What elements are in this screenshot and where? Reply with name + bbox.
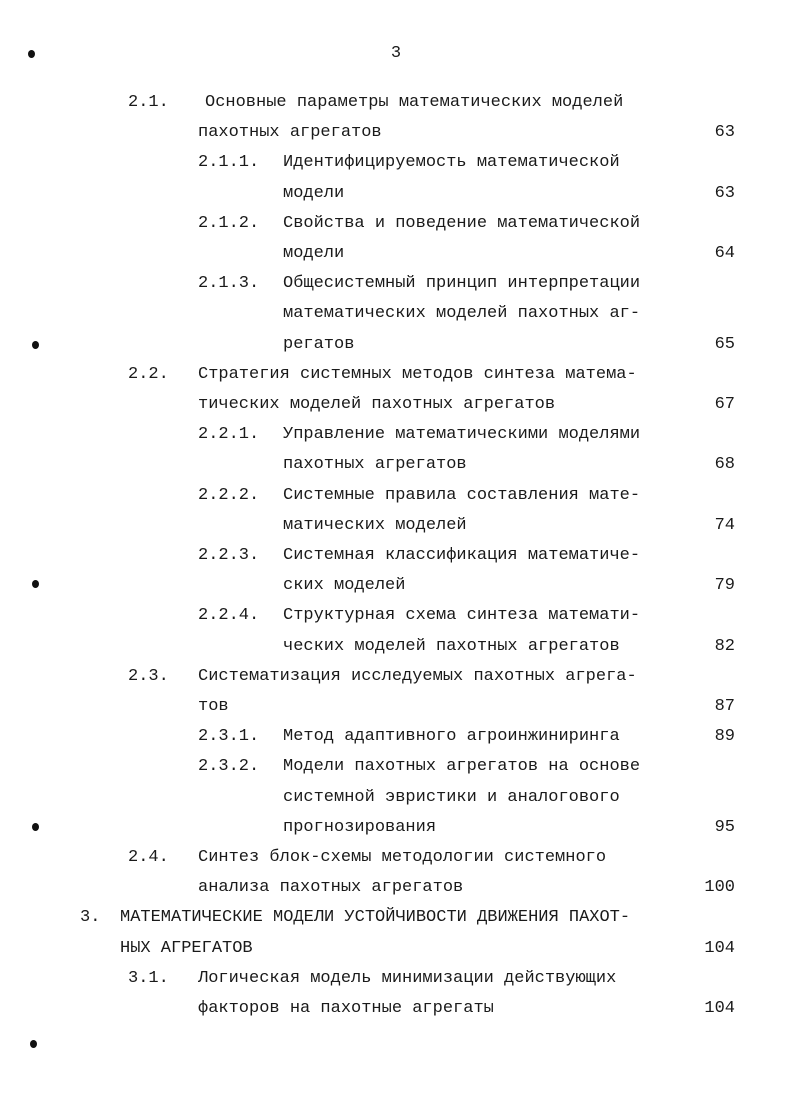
toc-entry-title: Логическая модель минимизации действующих (198, 968, 617, 988)
toc-entry-number: 2.1.3. (198, 274, 260, 294)
toc-entry-title: факторов на пахотные агрегаты (198, 999, 494, 1018)
toc-entry-title: Структурная схема синтеза математи- (283, 606, 641, 626)
toc-page-number: 95 (714, 817, 735, 837)
toc-entry-number: 2.1. (128, 93, 169, 112)
toc-entry-title: ческих моделей пахотных агрегатов (283, 636, 620, 656)
toc-entry-title: Метод адаптивного агроинжиниринга (283, 727, 620, 747)
toc-page-number: 74 (714, 515, 735, 535)
toc-entry-number: 2.4. (128, 848, 169, 867)
page-number: 3 (390, 44, 402, 63)
toc-entry-title: тических моделей пахотных агрегатов (198, 395, 556, 414)
toc-entry-title: модели (283, 183, 345, 203)
toc-entry-title: Модели пахотных агрегатов на основе (283, 757, 641, 777)
toc-entry-number: 3. (80, 908, 101, 928)
toc-entry-title: Стратегия системных методов синтеза матема- (198, 364, 637, 384)
margin-mark (28, 50, 35, 58)
toc-entry-number: 2.3.2. (198, 757, 260, 777)
toc-page-number: 89 (714, 727, 735, 747)
toc-entry-number: 2.2.4. (198, 606, 260, 626)
toc-entry-number: 2.2.2. (198, 485, 260, 505)
toc-entry-title: системной эвристики и аналогового (283, 787, 620, 807)
margin-mark (30, 1040, 37, 1048)
toc-entry-number: 2.2.3. (198, 546, 260, 565)
toc-entry-title: Идентифицируемость математической (283, 153, 620, 173)
toc-entry-title: модели (283, 244, 345, 263)
toc-page-number: 104 (704, 999, 735, 1018)
toc-page-number: 64 (714, 244, 735, 263)
toc-page-number: 82 (714, 636, 735, 656)
toc-entry-title: математических моделей пахотных аг- (283, 304, 641, 324)
toc-page-number: 68 (714, 455, 735, 475)
toc-entry-title: матических моделей (283, 515, 467, 535)
toc-page-number: 67 (714, 395, 735, 414)
toc-entry-title: Управление математическими моделями (283, 425, 641, 445)
toc-entry-number: 2.2.1. (198, 425, 260, 445)
toc-entry-title: МАТЕМАТИЧЕСКИЕ МОДЕЛИ УСТОЙЧИВОСТИ ДВИЖЕНИЯ ПАХОТ- (120, 908, 631, 928)
margin-mark (32, 580, 39, 588)
toc-entry-title: ских моделей (283, 576, 406, 596)
toc-entry-title: анализа пахотных агрегатов (198, 878, 464, 898)
toc-entry-title: Синтез блок-схемы методологии системного (198, 848, 607, 867)
toc-entry-title: пахотных агрегатов (198, 123, 382, 143)
toc-page-number: 87 (714, 697, 735, 716)
margin-mark (32, 341, 39, 349)
margin-mark (32, 823, 39, 831)
toc-entry-title: НЫХ АГРЕГАТОВ (120, 938, 253, 958)
toc-entry-title: тов (198, 697, 229, 716)
toc-page-number: 65 (714, 334, 735, 354)
toc-page-number: 104 (704, 938, 735, 958)
toc-entry-number: 2.1.2. (198, 213, 260, 233)
toc-page-number: 63 (714, 183, 735, 203)
toc-entry-number: 2.2. (128, 364, 169, 384)
toc-entry-title: Общесистемный принцип интерпретации (283, 274, 641, 294)
toc-entry-title: регатов (283, 334, 355, 354)
toc-entry-number: 2.3. (128, 666, 169, 686)
toc-entry-title: Системные правила составления мате- (283, 485, 641, 505)
toc-entry-number: 2.1.1. (198, 153, 260, 173)
toc-entry-number: 3.1. (128, 968, 169, 988)
toc-entry-title: Системная классификация математиче- (283, 546, 641, 565)
toc-page-number: 100 (704, 878, 735, 898)
toc-entry-title: Основные параметры математических моделей (205, 93, 624, 112)
toc-entry-title: Систематизация исследуемых пахотных агрега- (198, 666, 637, 686)
toc-entry-title: Свойства и поведение математической (283, 213, 641, 233)
toc-entry-title: пахотных агрегатов (283, 455, 467, 475)
toc-page-number: 79 (714, 576, 735, 596)
toc-entry-title: прогнозирования (283, 817, 437, 837)
toc-page-number: 63 (714, 123, 735, 143)
toc-entry-number: 2.3.1. (198, 727, 260, 747)
